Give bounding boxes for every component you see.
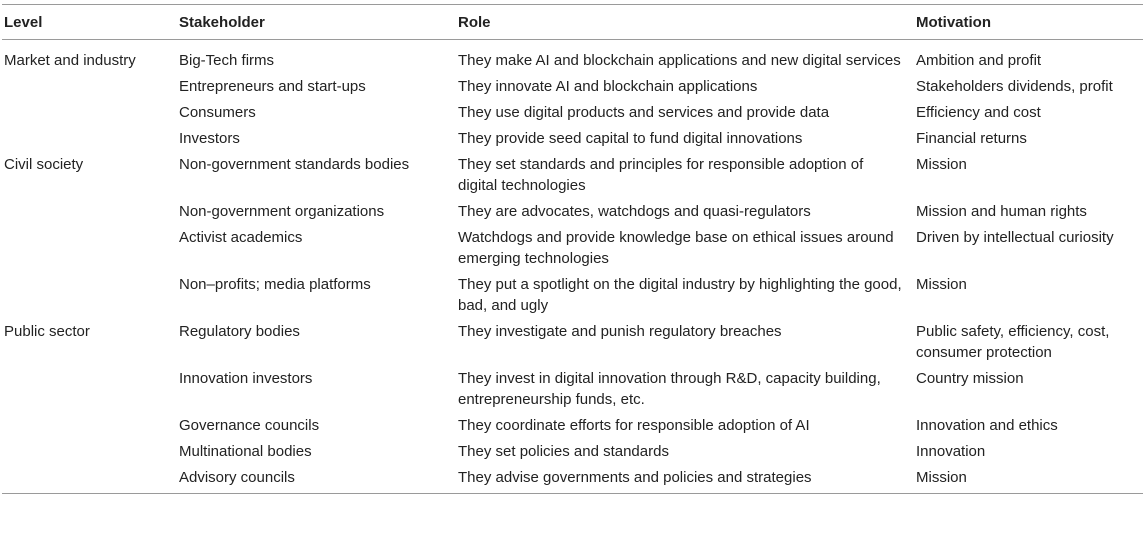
cell-role: They use digital products and services and provide data — [458, 104, 830, 121]
table-row — [2, 50, 1143, 76]
cell-role: They innovate AI and blockchain applications — [458, 78, 758, 95]
cell-role: They coordinate efforts for responsible adoption of AI — [458, 417, 810, 434]
table-row — [2, 128, 1143, 154]
cell-motivation: Driven by intellectual curiosity — [916, 229, 1114, 246]
header-level: Level — [4, 13, 43, 31]
table-row — [2, 227, 1143, 274]
cell-stakeholder: Non–profits; media platforms — [179, 276, 371, 293]
bottom-rule — [2, 493, 1143, 494]
cell-stakeholder: Big-Tech firms — [179, 52, 275, 69]
header-motivation: Motivation — [916, 13, 991, 31]
cell-motivation: Ambition and profit — [916, 52, 1042, 69]
cell-level — [2, 102, 179, 123]
cell-role: They make AI and blockchain applications and new digital services — [458, 52, 901, 69]
table-row — [2, 441, 1143, 467]
cell-level — [2, 201, 179, 222]
header-stakeholder: Stakeholder — [179, 13, 265, 31]
cell-level — [2, 415, 179, 436]
cell-level — [2, 128, 179, 149]
cell-level: Market and industry — [4, 52, 136, 69]
cell-level — [2, 368, 179, 410]
cell-stakeholder: Multinational bodies — [179, 443, 312, 460]
table-header-row — [2, 5, 1143, 39]
cell-stakeholder: Investors — [179, 130, 240, 147]
table-row — [2, 321, 1143, 368]
cell-role: They invest in digital innovation through R&D, capacity building, entrepreneurship funds, etc. — [458, 370, 881, 408]
cell-role: They provide seed capital to fund digital innovations — [458, 130, 803, 147]
cell-stakeholder: Advisory councils — [179, 469, 295, 486]
cell-stakeholder: Activist academics — [179, 229, 303, 246]
cell-level — [2, 274, 179, 316]
table-row — [2, 415, 1143, 441]
cell-level: Civil society — [4, 156, 84, 173]
cell-motivation: Stakeholders dividends, profit — [916, 78, 1113, 95]
cell-stakeholder: Non-government organizations — [179, 203, 385, 220]
cell-role: They advise governments and policies and strategies — [458, 469, 812, 486]
cell-motivation: Mission — [916, 469, 967, 486]
cell-motivation: Mission — [916, 156, 967, 173]
cell-stakeholder: Governance councils — [179, 417, 320, 434]
cell-level — [2, 76, 179, 97]
cell-level — [2, 467, 179, 488]
cell-motivation: Public safety, efficiency, cost, consumer protection — [916, 323, 1110, 361]
header-role: Role — [458, 13, 491, 31]
cell-motivation: Country mission — [916, 370, 1024, 387]
stakeholder-table — [2, 4, 1143, 494]
table-row — [2, 368, 1143, 415]
table-row — [2, 102, 1143, 128]
table-row — [2, 274, 1143, 321]
cell-motivation: Mission and human rights — [916, 203, 1087, 220]
cell-role: They are advocates, watchdogs and quasi-regulators — [458, 203, 811, 220]
cell-level — [2, 441, 179, 462]
cell-stakeholder: Entrepreneurs and start-ups — [179, 78, 366, 95]
cell-motivation: Mission — [916, 276, 967, 293]
cell-stakeholder: Regulatory bodies — [179, 323, 300, 340]
table-row — [2, 467, 1143, 493]
cell-stakeholder: Consumers — [179, 104, 256, 121]
cell-motivation: Innovation and ethics — [916, 417, 1058, 434]
cell-stakeholder: Innovation investors — [179, 370, 313, 387]
cell-role: They set policies and standards — [458, 443, 669, 460]
table-row — [2, 76, 1143, 102]
cell-role: They investigate and punish regulatory breaches — [458, 323, 782, 340]
cell-level: Public sector — [4, 323, 90, 340]
cell-role: They set standards and principles for responsible adoption of digital technologies — [458, 156, 864, 194]
table-body — [2, 40, 1143, 493]
table-row — [2, 154, 1143, 201]
cell-stakeholder: Non-government standards bodies — [179, 156, 410, 173]
cell-role: They put a spotlight on the digital industry by highlighting the good, bad, and ugly — [458, 276, 902, 314]
table-row — [2, 201, 1143, 227]
cell-motivation: Innovation — [916, 443, 986, 460]
cell-level — [2, 227, 179, 269]
cell-motivation: Efficiency and cost — [916, 104, 1041, 121]
cell-motivation: Financial returns — [916, 130, 1027, 147]
cell-role: Watchdogs and provide knowledge base on ethical issues around emerging technologies — [458, 229, 894, 267]
